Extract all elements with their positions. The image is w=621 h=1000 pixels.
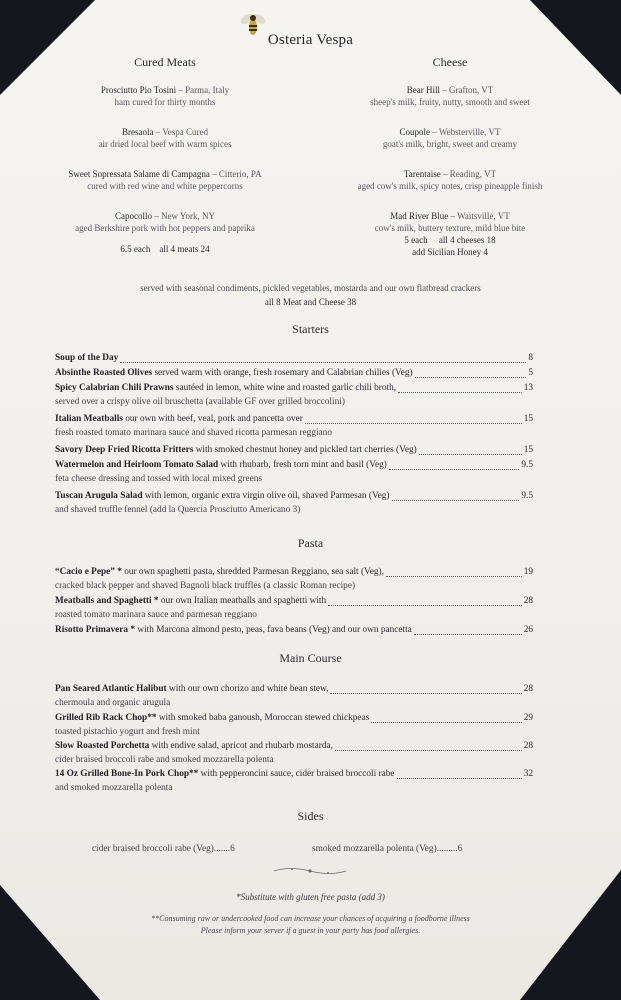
menu-item-continuation: toasted pistachio yogurt and fresh mint	[55, 727, 200, 737]
cheese-item: Tarentaise – Reading, VT aged cow's milk, spicy notes, crisp pineapple finish	[357, 169, 543, 191]
menu-item-description: with pepperoncini sauce, cider braised broccoli rabe	[200, 769, 395, 779]
cheese-item: Coupole – Websterville, VT goat's milk, bright, sweet and creamy	[382, 127, 518, 149]
menu-item-name: Savory Deep Fried Ricotta Fritters	[55, 445, 194, 455]
main-course-heading: Main Course	[279, 651, 342, 665]
menu-item-price: 28	[523, 684, 533, 694]
disclaimer-line-1: **Consuming raw or undercooked food can increase your chances of acquiring a foodborne illness	[151, 914, 470, 923]
leader-dots	[330, 693, 521, 694]
menu-item	[55, 741, 333, 751]
menu-item-description: our own Italian meatballs and spaghetti with	[160, 596, 327, 606]
menu-item	[55, 460, 387, 470]
menu-item-name: Pan Seared Atlantic Halibut	[55, 684, 167, 694]
side-item: smoked mozzarella polenta (Veg).........6	[312, 844, 463, 854]
leader-dots	[305, 423, 522, 424]
sides-heading: Sides	[297, 809, 324, 823]
menu-item-name: Absinthe Roasted Olives	[55, 368, 153, 378]
leader-dots	[371, 722, 521, 723]
flourish-divider-icon	[270, 864, 350, 878]
menu-item-continuation: roasted tomato marinara sauce and parmesan reggiano	[55, 610, 257, 620]
menu-item-description: our own with beef, veal, pork and pancetta over	[125, 414, 303, 424]
served-note: served with seasonal condiments, pickled vegetables, mostarda and our own flatbread crackers	[140, 283, 481, 293]
meat-item: Sweet Sopressata Salame di Campagna – Citterio, PA cured with red wine and white peppercorns	[68, 169, 262, 191]
leader-dots	[419, 454, 522, 455]
menu-item-price: 9.5	[521, 460, 533, 470]
menu-item	[55, 414, 303, 424]
menu-item	[55, 383, 396, 393]
side-item: cider braised broccoli rabe (Veg).......6	[92, 844, 235, 854]
cheese-item: Mad River Blue – Waitsville, VT cow's milk, buttery texture, mild blue bite 5 each all 4 cheeses 18 add Sicilian Honey 4	[374, 211, 526, 257]
menu-item-name: Spicy Calabrian Chili Prawns	[55, 383, 174, 393]
menu-item	[55, 625, 412, 635]
all-meat-cheese-price: all 8 Meat and Cheese 38	[264, 297, 357, 307]
starters-heading: Starters	[292, 322, 329, 336]
menu-item-name: Meatballs and Spaghetti *	[55, 596, 159, 606]
menu-item-description: with our own chorizo and white bean stew,	[169, 684, 329, 694]
menu-item	[55, 596, 326, 606]
cheese-heading: Cheese	[432, 55, 468, 69]
menu-item-name: Soup of the Day	[55, 353, 119, 363]
menu-item-description: with smoked chestnut honey and pickled tart cherries (Veg)	[195, 445, 417, 455]
menu-item-price: 28	[523, 596, 533, 606]
menu-item-continuation: and smoked mozzarella polenta	[55, 783, 173, 793]
menu-item-description: served warm with orange, fresh rosemary and Calabrian chilies (Veg)	[154, 368, 413, 378]
disclaimer-line-2: Please inform your server if a guest in your party has food allergies.	[200, 926, 421, 935]
menu-item-name: Watermelon and Heirloom Tomato Salad	[55, 460, 219, 470]
menu-item-continuation: and shaved truffle fennel (add la Quercia Prosciutto Americano 3)	[55, 505, 301, 515]
menu-item-name: Italian Meatballs	[55, 414, 123, 424]
leader-dots	[392, 500, 520, 501]
menu-item	[55, 445, 417, 455]
menu-item	[55, 713, 369, 723]
menu-item-price: 5	[528, 368, 533, 378]
menu-item	[55, 769, 395, 779]
menu-item-description: with Marcona almond pesto, peas, fava beans (Veg) and our own pancetta	[137, 625, 412, 635]
menu-item-price: 19	[523, 567, 533, 577]
menu-item-name: Tuscan Arugula Salad	[55, 491, 143, 501]
menu-item-continuation: fresh roasted tomato marinara sauce and shaved ricotta parmesan reggiano	[55, 428, 332, 438]
menu-item-description: our own spaghetti pasta, shredded Parmesan Reggiano, sea salt (Veg),	[124, 567, 384, 577]
menu-item-price: 32	[523, 769, 533, 779]
leader-dots	[398, 392, 522, 393]
menu-item-price: 29	[523, 713, 533, 723]
menu-item-price: 28	[523, 741, 533, 751]
menu-item-description: with lemon, organic extra virgin olive oil, shaved Parmesan (Veg)	[144, 491, 390, 501]
menu-item	[55, 567, 384, 577]
leader-dots	[389, 469, 520, 470]
leader-dots	[386, 576, 522, 577]
menu-item-continuation: feta cheese dressing and tossed with local mixed greens	[55, 474, 263, 484]
menu-item-name: 14 Oz Grilled Bone-In Pork Chop**	[55, 769, 199, 779]
menu-item-continuation: cracked black pepper and shaved Bagnoli black truffles (a classic Roman recipe)	[55, 581, 356, 591]
leader-dots	[397, 778, 522, 779]
meat-prices: 6.5 each all 4 meats 24	[120, 244, 210, 254]
gluten-free-note: *Substitute with gluten free pasta (add 3)	[236, 892, 385, 902]
menu-item	[55, 368, 413, 378]
meat-item: Bresaola – Vespa Cured air dried local beef with warm spices	[98, 127, 232, 149]
menu-item-name: “Cacio e Pepe” *	[55, 567, 122, 577]
menu-item-price: 26	[523, 625, 533, 635]
restaurant-name: Osteria Vespa	[267, 32, 354, 48]
leader-dots	[335, 750, 522, 751]
menu-item-continuation: cider braised broccoli rabe and smoked mozzarella polenta	[55, 755, 274, 765]
menu-item-price: 15	[523, 414, 533, 424]
menu-item-continuation: chermoula and organic arugula	[55, 698, 171, 708]
menu-item	[55, 684, 328, 694]
leader-dots	[415, 377, 527, 378]
leader-dots	[120, 362, 526, 363]
cheese-item: Bear Hill – Grafton, VT sheep's milk, fruity, nutty, smooth and sweet	[370, 85, 530, 107]
menu-item-description: sautéed in lemon, white wine and roasted garlic chili broth,	[175, 383, 397, 393]
meat-item: Prosciutto Pio Tosini – Parma, Italy ham cured for thirty months	[100, 85, 230, 107]
meat-item: Capocollo – New York, NY aged Berkshire pork with hot peppers and paprika	[75, 211, 255, 233]
menu-item-price: 8	[528, 353, 533, 363]
leader-dots	[328, 605, 522, 606]
menu-item-continuation: served over a crispy olive oil bruschetta (available GF over grilled broccolini)	[55, 397, 345, 407]
menu-item-name: Slow Roasted Porchetta	[55, 741, 150, 751]
menu-item	[55, 353, 118, 363]
menu-item	[55, 491, 390, 501]
cured-meats-heading: Cured Meats	[134, 55, 196, 69]
menu-item-name: Grilled Rib Rack Chop**	[55, 713, 157, 723]
menu-item-name: Risotto Primavera *	[55, 625, 136, 635]
pasta-heading: Pasta	[297, 536, 324, 550]
menu-item-description: with smoked baba ganoush, Moroccan stewed chickpeas	[158, 713, 370, 723]
menu-item-price: 9.5	[521, 491, 533, 501]
menu-item-price: 13	[523, 383, 533, 393]
menu-item-description: with rhubarb, fresh torn mint and basil (Veg)	[220, 460, 387, 470]
leader-dots	[414, 634, 522, 635]
menu-item-price: 15	[523, 445, 533, 455]
menu-item-description: with endive salad, apricot and rhubarb mostarda,	[151, 741, 333, 751]
